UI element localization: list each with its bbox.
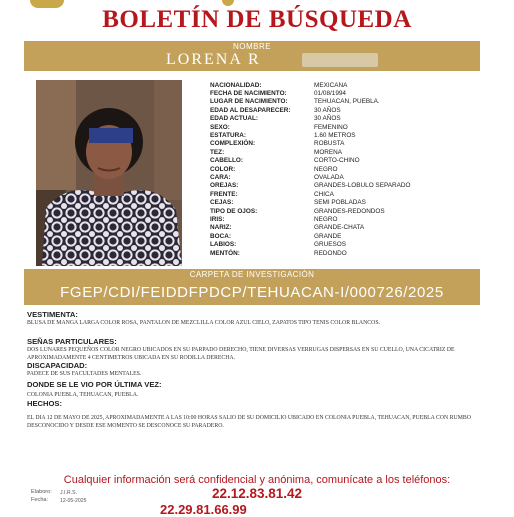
prepared-by-label: Elaboro: <box>31 489 52 495</box>
field-label: LUGAR DE NACIMIENTO: <box>210 98 288 106</box>
disability-text: PADECE DE SUS FACULTADES MENTALES. <box>27 371 142 377</box>
field-row <box>210 240 500 248</box>
field-label: NARIZ: <box>210 224 232 232</box>
field-label: IRIS: <box>210 215 225 223</box>
field-label: CABELLO: <box>210 157 244 165</box>
field-row <box>210 182 500 190</box>
field-value: CHICA <box>314 190 334 198</box>
field-value: MORENA <box>314 148 343 156</box>
facts-text: EL DIA 12 DE MAYO DE 2025, APROXIMADAMENTE A LAS 10:00 HORAS SALIO DE SU DOMICILIO UBICADO EN COLONIA PUEBLA, TEHUACAN, PUEBLA CON RUMBO DESCONOCIDO Y DESDE ESE MOMENTO SE DESCONOCE SU PARADERO. <box>27 415 471 429</box>
field-label: EDAD ACTUAL: <box>210 115 259 123</box>
field-value: GRANDE-CHATA <box>314 224 365 232</box>
clothing-heading: VESTIMENTA: <box>27 310 78 319</box>
field-row <box>210 157 500 165</box>
field-value: CORTO-CHINO <box>314 157 360 165</box>
field-label: FRENTE: <box>210 190 238 198</box>
field-row <box>210 89 500 97</box>
field-row <box>210 165 500 173</box>
field-value: NEGRO <box>314 165 338 173</box>
field-value: GRANDES-LOBULO SEPARADO <box>314 182 411 190</box>
field-value: REDONDO <box>314 249 347 257</box>
name-redaction <box>302 53 378 67</box>
field-value: SEMI POBLADAS <box>314 199 366 207</box>
date-label: Fecha: <box>31 497 49 503</box>
field-row <box>210 131 500 139</box>
field-label: COMPLEXIÓN: <box>210 140 256 148</box>
field-label: LABIOS: <box>210 241 237 249</box>
name-label: NOMBRE <box>232 42 272 51</box>
field-value: NEGRO <box>314 215 338 223</box>
field-value: FEMENINO <box>314 123 348 131</box>
field-value: GRANDES-REDONDOS <box>314 207 385 215</box>
field-row <box>210 115 500 123</box>
field-label: SEXO: <box>210 123 230 131</box>
field-row <box>210 207 500 215</box>
field-label: NACIONALIDAD: <box>210 81 262 89</box>
field-value: TEHUACAN, PUEBLA. <box>314 98 380 106</box>
field-row <box>210 249 500 257</box>
field-label: EDAD AL DESAPARECER: <box>210 106 291 114</box>
clothing-text: BLUSA DE MANGA LARGA COLOR ROSA, PANTALON DE MEZCLILLA COLOR AZUL CIELO, ZAPATOS TIPO TENIS COLOR BLANCOS. <box>27 320 381 326</box>
field-row <box>210 173 500 181</box>
field-label: OREJAS: <box>210 182 239 190</box>
field-label: COLOR: <box>210 165 236 173</box>
field-label: TEZ: <box>210 148 225 156</box>
photo-illustration <box>36 80 182 266</box>
field-value: GRUESOS <box>314 241 346 249</box>
field-value: 30 AÑOS <box>314 115 341 123</box>
field-value: 1.60 METROS <box>314 132 356 140</box>
field-row <box>210 81 500 89</box>
last-seen-heading: DONDE SE LE VIO POR ÚLTIMA VEZ: <box>27 380 162 389</box>
physical-description-list <box>210 81 500 257</box>
field-value: 01/08/1994 <box>314 90 346 98</box>
contact-note: Cualquier información será confidencial y anónima, comunícate a los teléfonos: <box>63 474 451 486</box>
field-row <box>210 198 500 206</box>
name-banner <box>24 41 480 71</box>
field-row <box>210 148 500 156</box>
field-label: MENTÓN: <box>210 249 240 257</box>
facts-heading: HECHOS: <box>27 399 63 408</box>
field-value: OVALADA <box>314 173 344 181</box>
field-row <box>210 215 500 223</box>
last-seen-text: COLONIA PUEBLA, TEHUACAN, PUEBLA. <box>27 392 139 398</box>
marks-text: DOS LUNARES PEQUEÑOS COLOR NEGRO UBICADOS EN SU PARPADO DERECHO, TIENE DIVERSAS VERRUGAS DISPERSAS EN SU CUELLO, UNA CICATRIZ DE APROXIMADAMENTE 4 CENTIMETROS UBICADA EN SU RODILLA DERECHA. <box>27 347 455 361</box>
field-value: MEXICANA <box>314 81 348 89</box>
prepared-by-value: J.I.R.S. <box>60 490 78 496</box>
contact-phone-secondary: 22.29.81.66.99 <box>160 502 247 517</box>
field-label: CEJAS: <box>210 199 234 207</box>
contact-phone-secondary-wrap <box>160 502 360 517</box>
field-label: CARA: <box>210 173 231 181</box>
field-label: ESTATURA: <box>210 132 246 140</box>
case-label: CARPETA DE INVESTIGACIÓN <box>189 270 315 279</box>
date-value: 12-05-2025 <box>60 498 87 504</box>
field-label: BOCA: <box>210 232 231 240</box>
field-row <box>210 98 500 106</box>
contact-phone: 22.12.83.81.42 <box>211 486 303 501</box>
field-row <box>210 232 500 240</box>
case-number: FGEP/CDI/FEIDDFPDCP/TEHUACAN-I/000726/2025 <box>60 284 444 301</box>
field-row <box>210 123 500 131</box>
field-label: FECHA DE NACIMIENTO: <box>210 90 287 98</box>
field-row <box>210 190 500 198</box>
bulletin-title: BOLETÍN DE BÚSQUEDA <box>102 6 412 33</box>
field-row <box>210 106 500 114</box>
field-row <box>210 140 500 148</box>
name-value: LORENA R <box>166 51 261 68</box>
field-value: ROBUSTA <box>314 140 345 148</box>
disability-heading: DISCAPACIDAD: <box>27 361 88 370</box>
missing-person-photo <box>36 80 182 266</box>
case-number-banner <box>24 269 480 305</box>
field-label: TIPO DE OJOS: <box>210 207 258 215</box>
marks-heading: SEÑAS PARTICULARES: <box>27 337 117 346</box>
field-value: GRANDE <box>314 232 342 240</box>
field-row <box>210 224 500 232</box>
field-value: 30 AÑOS <box>314 106 341 114</box>
